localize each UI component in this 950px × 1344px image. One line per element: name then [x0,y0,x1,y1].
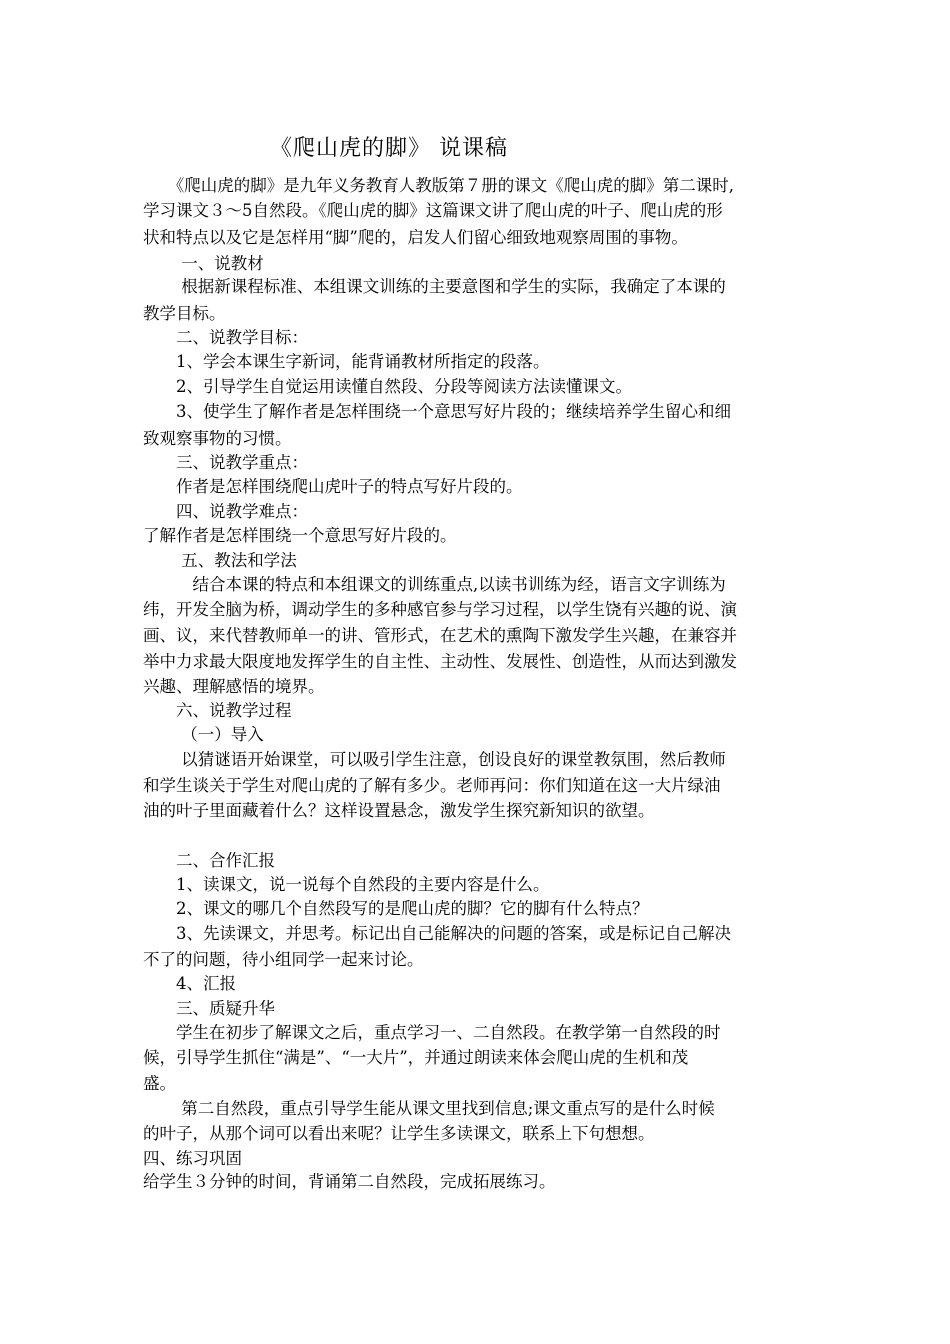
text-line: 2、课文的哪几个自然段写的是爬山虎的脚？它的脚有什么特点？ [143,899,649,918]
text-line: 以猜谜语开始课堂，可以吸引学生注意，创设良好的课堂教氛围，然后教师 [143,750,726,769]
text-line: 《爬山虎的脚》是九年义务教育人教版第７册的课文《爬山虎的脚》第二课时, [143,176,734,195]
text-line: 盛。 [143,1074,176,1093]
text-line: 1、读课文，说一说每个自然段的主要内容是什么。 [143,875,550,894]
text-line: 给学生３分钟的时间，背诵第二自然段，完成拓展练习。 [143,1172,556,1191]
text-line: 4、汇报 [143,974,236,993]
text-line: 兴趣、理解感悟的境界。 [143,677,325,696]
text-line: 学习课文３～5自然段。《爬山虎的脚》这篇课文讲了爬山虎的叶子、爬山虎的形 [143,201,723,220]
text-line: 了解作者是怎样围绕一个意思写好片段的。 [143,526,457,545]
text-line: 根据新课程标准、本组课文训练的主要意图和学生的实际，我确定了本课的 [143,277,726,296]
text-line: 五、教法和学法 [143,551,297,570]
text-line: 3、先读课文，并思考。标记出自己能解决的问题的答案，或是标记自己解决 [143,924,731,943]
text-line: 学生在初步了解课文之后，重点学习一、二自然段。在教学第一自然段的时 [143,1023,721,1042]
text-line: 四、练习巩固 [143,1149,242,1168]
text-line: 油的叶子里面藏着什么？这样设置悬念，激发学生探究新知识的欲望。 [143,801,655,820]
text-line: 第二自然段，重点引导学生能从课文里找到信息;课文重点写的是什么时候 [143,1099,715,1118]
text-line: 的叶子，从那个词可以看出来呢？让学生多读课文，联系上下句想想。 [143,1124,655,1143]
text-line: 教学目标。 [143,304,226,323]
text-line: 3、使学生了解作者是怎样围绕一个意思写好片段的；继续培养学生留心和细 [143,402,731,421]
text-line: 2、引导学生自觉运用读懂自然段、分段等阅读方法读懂课文。 [143,377,632,396]
text-line: 一、说教材 [143,254,264,273]
text-line: 画、议，来代替教师单一的讲、管形式，在艺术的熏陶下激发学生兴趣，在兼容并 [143,626,737,645]
text-line: 候，引导学生抓住“满是”、“一大片”，并通过朗读来体会爬山虎的生机和茂 [143,1048,689,1067]
text-line: 举中力求最大限度地发挥学生的自主性、主动性、发展性、创造性，从而达到激发 [143,652,737,671]
text-line: 结合本课的特点和本组课文的训练重点,以读书训练为经，语言文字训练为 [143,575,726,594]
text-line: 纬，开发全脑为桥，调动学生的多种感官参与学习过程，以学生饶有兴趣的说、演 [143,600,737,619]
text-line: 致观察事物的习惯。 [143,429,292,448]
text-line: 二、合作汇报 [143,851,275,870]
text-line: 和学生谈关于学生对爬山虎的了解有多少。老师再问：你们知道在这一大片绿油 [143,776,721,795]
text-line: （一）导入 [143,725,264,744]
text-line: 不了的问题，待小组同学一起来讨论。 [143,950,424,969]
text-line: 二、说教学目标： [143,328,308,347]
text-line: 三、质疑升华 [143,999,275,1018]
text-line: 作者是怎样围绕爬山虎叶子的特点写好片段的。 [143,477,523,496]
text-line: 四、说教学难点： [143,502,308,521]
document-title: 《爬山虎的脚》 说课稿 [270,136,508,161]
text-line: 六、说教学过程 [143,701,292,720]
text-line: 三、说教学重点： [143,453,308,472]
text-line: 1、学会本课生字新词，能背诵教材所指定的段落。 [143,352,550,371]
text-line: 状和特点以及它是怎样用“脚”爬的，启发人们留心细致地观察周围的事物。 [143,228,688,247]
